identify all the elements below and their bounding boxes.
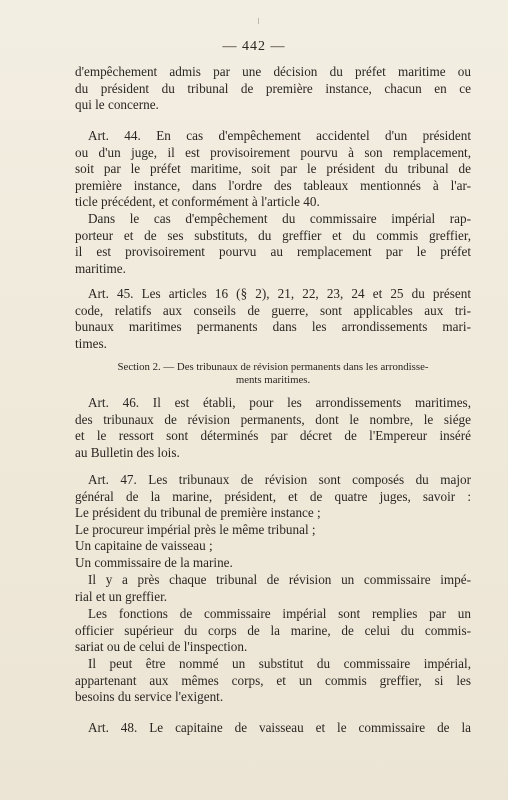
text-line: Un commissaire de la marine.	[75, 554, 233, 570]
article-47-paragraph-3	[75, 606, 471, 656]
section-heading-line: Section 2. — Des tribunaux de révision permanents dans les arrondisse-	[117, 361, 429, 373]
text-line: appartenant aux mêmes corps, et un commis greffier, si les	[75, 672, 471, 688]
text-line: ticle précédent, et conformément à l'article 40.	[75, 194, 320, 210]
text-line: officier supérieur du corps de la marine, de celui du commis-	[75, 622, 471, 638]
article-46	[75, 395, 471, 461]
article-47-paragraph-4	[75, 656, 471, 706]
article-45	[75, 286, 471, 352]
text-line: rial et un greffier.	[75, 588, 168, 604]
article-47-paragraph-2	[75, 572, 471, 605]
article-44	[75, 128, 471, 211]
top-mark	[258, 18, 259, 24]
text-line: d'empêchement admis par une décision du préfet maritime ou	[75, 64, 471, 79]
text-line: Art. 45. Les articles 16 (§ 2), 21, 22, 23, 24 et 25 du présent	[88, 286, 471, 301]
text-line: au Bulletin des lois.	[75, 444, 180, 460]
article-48	[75, 720, 471, 737]
text-line: première instance, dans l'ordre des tableaux mentionnés à l'ar-	[75, 177, 471, 193]
text-line: Art. 44. En cas d'empêchement accidentel d'un président	[88, 128, 471, 143]
text-line: code, relatifs aux conseils de guerre, sont applicables aux tri-	[75, 302, 471, 318]
text-line: maritime.	[75, 260, 126, 276]
text-line: Il y a près chaque tribunal de révision un commissaire impé-	[88, 572, 471, 587]
text-line: Art. 47. Les tribunaux de révision sont composés du major	[88, 472, 471, 487]
page-number: — 442 —	[222, 39, 286, 54]
text-line: sariat ou de celui de l'inspection.	[75, 639, 248, 655]
text-line: besoins du service l'exigent.	[75, 689, 224, 705]
text-line: général de la marine, président, et de quatre juges, savoir :	[75, 488, 471, 504]
article-44-paragraph-2	[75, 211, 471, 277]
text-line: il est provisoirement pourvu au remplacement par le préfet	[75, 244, 471, 260]
text-line: times.	[75, 335, 107, 351]
section-heading-line: ments maritimes.	[235, 374, 311, 386]
text-line: Les fonctions de commissaire impérial sont remplies par un	[88, 606, 471, 621]
text-line: Art. 46. Il est établi, pour les arrondissements maritimes,	[88, 395, 471, 410]
paragraph-continuation	[75, 64, 471, 114]
section-heading	[75, 361, 471, 387]
text-line: Un capitaine de vaisseau ;	[75, 538, 213, 554]
text-line: porteur et de ses substituts, du greffier et du commis greffier,	[75, 227, 471, 243]
text-line: Le procureur impérial près le même tribunal ;	[75, 521, 316, 537]
text-line: du président du tribunal de première instance, chacun en ce	[75, 80, 471, 96]
text-line: soit par le préfet maritime, soit par le président du tribunal de	[75, 161, 471, 177]
article-47	[75, 472, 471, 572]
text-line: et le ressort sont déterminés par décret de l'Empereur inséré	[75, 428, 471, 444]
text-line: Le président du tribunal de première instance ;	[75, 505, 321, 521]
text-line: des tribunaux de révision permanents, dont le nombre, le siége	[75, 411, 471, 427]
text-line: qui le concerne.	[75, 97, 159, 113]
text-line: Art. 48. Le capitaine de vaisseau et le commissaire de la	[88, 720, 471, 735]
text-line: Dans le cas d'empêchement du commissaire impérial rap-	[88, 211, 471, 226]
text-line: ou d'un juge, il est provisoirement pourvu à son remplacement,	[75, 144, 471, 160]
text-line: Il peut être nommé un substitut du commissaire impérial,	[88, 656, 471, 671]
text-line: bunaux maritimes permanents dans les arrondissements mari-	[75, 319, 471, 335]
